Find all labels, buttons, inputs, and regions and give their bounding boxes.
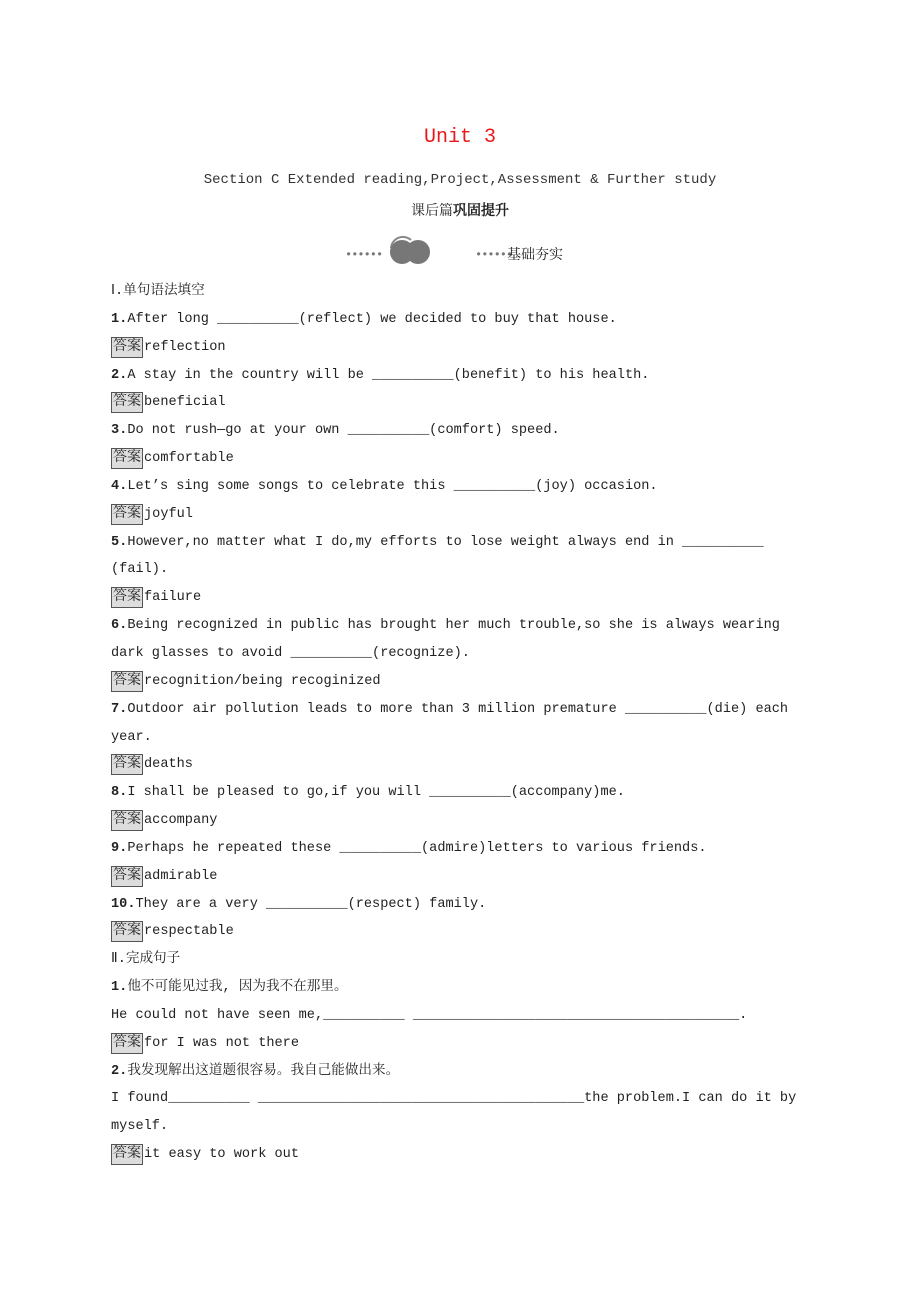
exercise-body: [111, 278, 801, 1169]
question-line: [111, 529, 801, 557]
question-line: [111, 779, 801, 807]
answer-text: respectable: [144, 924, 234, 940]
question-text: Outdoor air pollution leads to more than 3 million premature __________(die) each: [127, 701, 789, 717]
question-line: [111, 473, 801, 501]
question-text: However,no matter what I do,my efforts to lose weight always end in __________: [127, 534, 764, 550]
question-line: [111, 891, 801, 919]
question-number: 6.: [111, 618, 128, 634]
answer-line: [111, 584, 801, 612]
answer-line: [111, 334, 801, 362]
part2-heading: Ⅱ.完成句子: [111, 952, 181, 968]
section-label: [0, 200, 920, 220]
question-line: [111, 612, 801, 640]
question-number: 4.: [111, 478, 128, 494]
section-label-b: 巩固提升: [453, 204, 509, 220]
question-text: dark glasses to avoid __________(recognize).: [111, 645, 470, 661]
question-number: 1.: [111, 980, 128, 996]
question-line: [111, 835, 801, 863]
question-number: 3.: [111, 423, 128, 439]
question-line: [111, 696, 801, 724]
question-line: [111, 724, 801, 752]
answer-text: comfortable: [144, 451, 234, 467]
answer-tag: 答案: [111, 810, 143, 831]
answer-text: deaths: [144, 757, 193, 773]
question-text: Perhaps he repeated these __________(admire)letters to various friends.: [127, 840, 707, 856]
question-number: 2.: [111, 1063, 128, 1079]
question-number: 7.: [111, 701, 128, 717]
answer-line: [111, 445, 801, 473]
answer-line: [111, 863, 801, 891]
answer-line: [111, 1141, 801, 1169]
question-text: Do not rush—go at your own __________(comfort) speed.: [127, 423, 560, 439]
question-text: Let’s sing some songs to celebrate this __________(joy) occasion.: [127, 478, 658, 494]
answer-tag: 答案: [111, 504, 143, 525]
question-line: [111, 640, 801, 668]
answer-text: beneficial: [144, 395, 226, 411]
answer-tag: 答案: [111, 921, 143, 942]
answer-text: it easy to work out: [144, 1147, 299, 1163]
question-number: 5.: [111, 534, 128, 550]
answer-text: accompany: [144, 813, 218, 829]
section-label-a: 课后篇: [411, 204, 453, 220]
answer-tag: 答案: [111, 587, 143, 608]
answer-text: reflection: [144, 339, 226, 355]
answer-line: [111, 389, 801, 417]
answer-line: [111, 501, 801, 529]
section-subtitle: Section C Extended reading,Project,Assessment & Further study: [203, 172, 717, 188]
question-line: [111, 1085, 801, 1113]
answer-text: for I was not there: [144, 1035, 299, 1051]
question-line: [111, 1002, 801, 1030]
question-prompt: [111, 1058, 801, 1086]
answer-text: joyful: [144, 506, 193, 522]
dots-left: ••••••: [345, 248, 383, 262]
question-number: 8.: [111, 785, 128, 801]
answer-tag: 答案: [111, 337, 143, 358]
answer-line: [111, 1030, 801, 1058]
answer-line: [111, 807, 801, 835]
answer-text: failure: [144, 590, 202, 606]
answer-text: admirable: [144, 868, 218, 884]
question-line: [111, 362, 801, 390]
answer-tag: 答案: [111, 448, 143, 469]
question-number: 10.: [111, 896, 136, 912]
question-text: I shall be pleased to go,if you will __________(accompany)me.: [127, 785, 625, 801]
question-text: year.: [111, 729, 152, 745]
answer-tag: 答案: [111, 392, 143, 413]
answer-text: recognition/being recoginized: [144, 673, 381, 689]
question-text: A stay in the country will be __________(benefit) to his health.: [127, 367, 650, 383]
circles-icon: [385, 234, 437, 266]
question-number: 1.: [111, 311, 128, 327]
answer-line: [111, 751, 801, 779]
question-text: They are a very __________(respect) family.: [135, 896, 487, 912]
question-text: (fail).: [111, 562, 169, 578]
answer-line: [111, 918, 801, 946]
part1-heading: Ⅰ.单句语法填空: [111, 284, 205, 299]
banner-label: 基础夯实: [507, 248, 563, 264]
unit-title: Unit 3: [423, 126, 496, 149]
answer-line: [111, 668, 801, 696]
question-text: I found__________ ________________________________________the problem.I can do it by: [111, 1091, 797, 1107]
prompt-text: 我发现解出这道题很容易。我自己能做出来。: [127, 1063, 400, 1079]
question-line: [111, 306, 801, 334]
question-text: After long __________(reflect) we decided to buy that house.: [127, 311, 617, 327]
question-line: [111, 417, 801, 445]
prompt-text: 他不可能见过我, 因为我不在那里。: [127, 980, 348, 996]
answer-tag: 答案: [111, 754, 143, 775]
answer-tag: 答案: [111, 1033, 143, 1054]
answer-tag: 答案: [111, 1144, 143, 1165]
answer-tag: 答案: [111, 671, 143, 692]
question-text: He could not have seen me,__________ ________________________________________.: [111, 1007, 748, 1023]
dots-right: ••••••: [475, 248, 513, 262]
banner: [345, 234, 645, 268]
question-number: 9.: [111, 840, 128, 856]
question-text: Being recognized in public has brought her much trouble,so she is always wearing: [127, 618, 780, 634]
question-text: myself.: [111, 1119, 169, 1135]
question-number: 2.: [111, 367, 128, 383]
answer-tag: 答案: [111, 866, 143, 887]
question-line: [111, 556, 801, 584]
question-line: [111, 1113, 801, 1141]
question-prompt: [111, 974, 801, 1002]
